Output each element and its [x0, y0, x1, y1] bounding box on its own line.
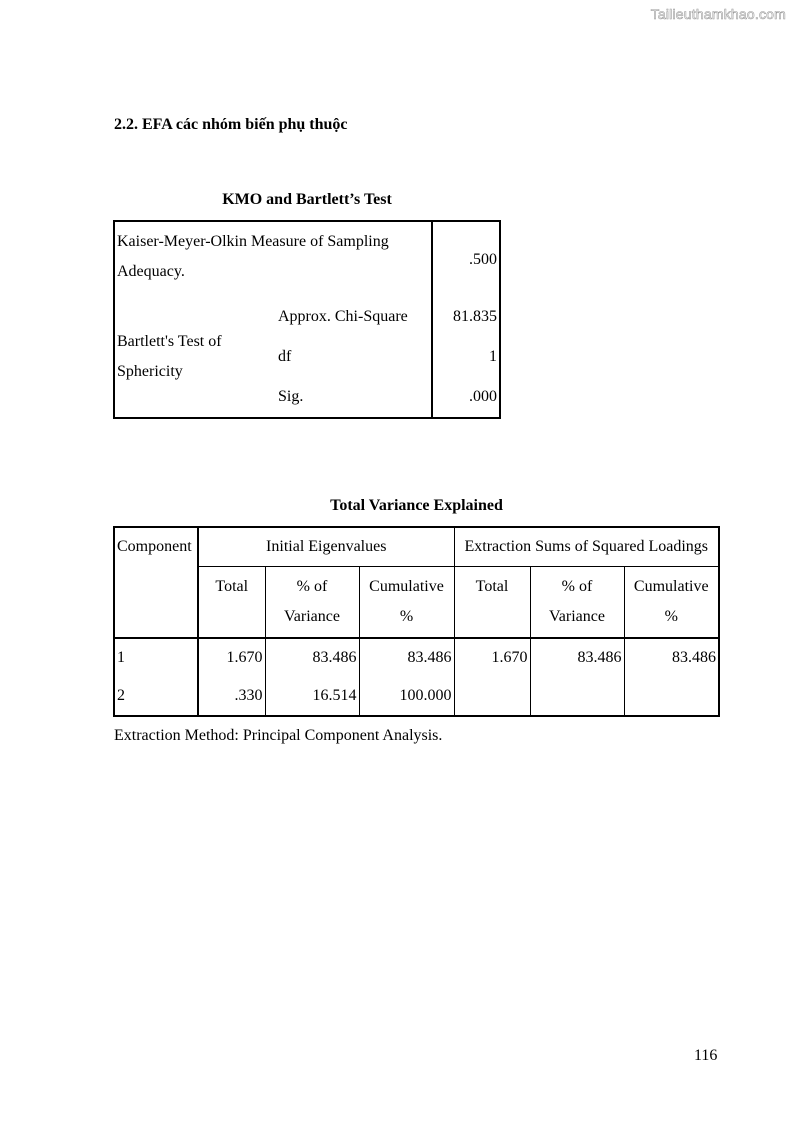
table-row: [114, 677, 719, 716]
kmo-table-title: KMO and Bartlett’s Test: [222, 191, 392, 208]
total-variance-table: [113, 526, 720, 717]
bartlett-row: [114, 297, 500, 337]
table-cell: .330: [198, 677, 265, 716]
table-cell: [454, 677, 530, 716]
table-row: [114, 638, 719, 677]
kmo-row: [114, 221, 500, 297]
sub-header-row: [114, 567, 719, 639]
bartlett-stat-label: Approx. Chi-Square: [278, 308, 408, 325]
table-cell: 100.000: [359, 677, 454, 716]
section-title: 2.2. EFA các nhóm biến phụ thuộc: [114, 116, 348, 133]
component-cell: 2: [117, 687, 125, 704]
variance-table-title: Total Variance Explained: [330, 497, 503, 514]
watermark: Tailieuthamkhao.com: [650, 6, 786, 22]
kmo-value: .500: [432, 221, 500, 297]
group-header-row: [114, 527, 719, 567]
table-cell: 83.486: [265, 638, 359, 677]
bartlett-stat-label: df: [278, 348, 292, 365]
table-cell: 1.670: [198, 638, 265, 677]
table-cell: 16.514: [265, 677, 359, 716]
sub-header: % of Variance: [530, 567, 624, 639]
table-cell: 83.486: [624, 638, 719, 677]
table-cell: [624, 677, 719, 716]
table-cell: 83.486: [530, 638, 624, 677]
kmo-label: Kaiser-Meyer-Olkin Measure of Sampling Adequacy.: [117, 233, 389, 280]
table-cell: [530, 677, 624, 716]
page-number: 116: [694, 1047, 718, 1064]
table-cell: 83.486: [359, 638, 454, 677]
sub-header: Total: [454, 567, 530, 639]
component-cell: 1: [117, 649, 125, 666]
table-cell: 1.670: [454, 638, 530, 677]
component-header: Component: [117, 538, 192, 555]
bartlett-stat-value: .000: [432, 377, 500, 418]
kmo-bartlett-table: [113, 220, 501, 419]
sub-header: Cumulative %: [359, 567, 454, 639]
bartlett-stat-value: 81.835: [432, 297, 500, 337]
sub-header: % of Variance: [265, 567, 359, 639]
extraction-header: Extraction Sums of Squared Loadings: [454, 527, 719, 567]
bartlett-stat-label: Sig.: [278, 388, 304, 405]
sub-header: Total: [198, 567, 265, 639]
sub-header: Cumulative %: [624, 567, 719, 639]
initial-eigenvalues-header: Initial Eigenvalues: [198, 527, 454, 567]
table-footnote: Extraction Method: Principal Component Analysis.: [114, 727, 443, 744]
bartlett-stat-value: 1: [432, 337, 500, 377]
bartlett-label: Bartlett's Test of Sphericity: [117, 333, 222, 380]
